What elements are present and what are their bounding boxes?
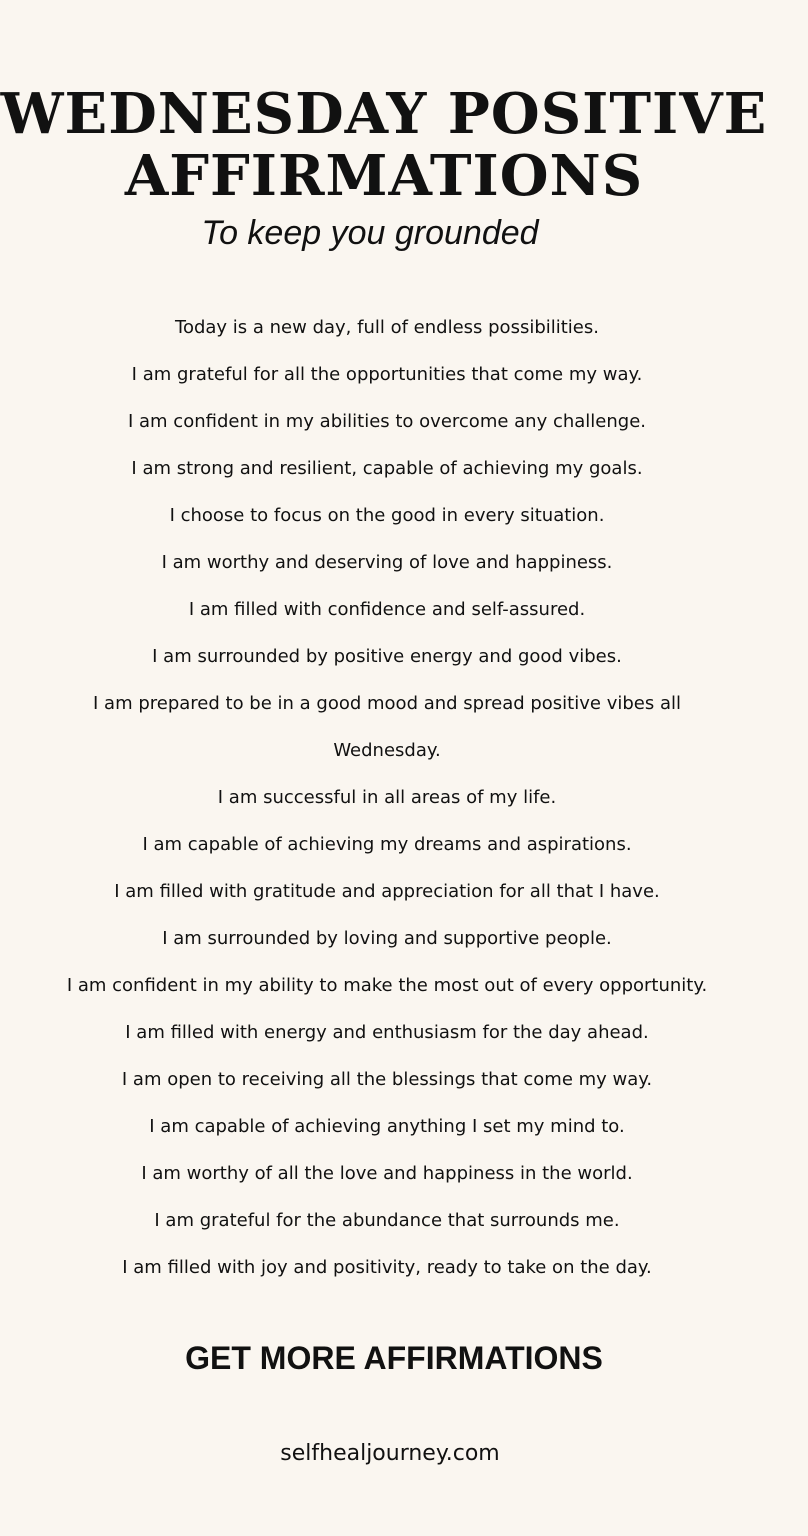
affirmations-list — [40, 304, 734, 1291]
affirmation-item: I am capable of achieving my dreams and aspirations. — [142, 834, 632, 855]
page-title-line-2: AFFIRMATIONS — [124, 143, 644, 209]
affirmation-item: I am worthy and deserving of love and happiness. — [161, 552, 613, 573]
affirmation-item: I am successful in all areas of my life. — [217, 787, 557, 808]
affirmation-item: I am grateful for the abundance that surrounds me. — [154, 1210, 620, 1231]
get-more-affirmations-link[interactable]: GET MORE AFFIRMATIONS — [185, 1340, 603, 1376]
affirmation-item: I am surrounded by positive energy and good vibes. — [152, 646, 622, 667]
affirmation-item: Today is a new day, full of endless possibilities. — [175, 317, 599, 338]
page-subtitle: To keep you grounded — [201, 214, 539, 252]
affirmation-item: I am prepared to be in a good mood and spread positive vibes all Wednesday. — [93, 693, 681, 761]
affirmation-item: I am filled with confidence and self-assured. — [188, 599, 586, 620]
affirmation-item: I am strong and resilient, capable of achieving my goals. — [131, 458, 643, 479]
affirmation-item: I am worthy of all the love and happiness in the world. — [141, 1163, 633, 1184]
affirmation-item: I am filled with gratitude and appreciation for all that I have. — [114, 881, 660, 902]
affirmation-item: I am confident in my ability to make the most out of every opportunity. — [66, 975, 708, 996]
affirmation-item: I choose to focus on the good in every situation. — [169, 505, 605, 526]
page-title-line-1: WEDNESDAY POSITIVE — [0, 81, 768, 147]
affirmation-item: I am confident in my abilities to overcome any challenge. — [127, 411, 647, 432]
website-link[interactable]: selfhealjourney.com — [280, 1441, 500, 1466]
affirmation-item: I am grateful for all the opportunities that come my way. — [131, 364, 643, 385]
affirmation-item: I am open to receiving all the blessings that come my way. — [121, 1069, 653, 1090]
affirmation-item: I am surrounded by loving and supportive people. — [162, 928, 612, 949]
affirmation-item: I am capable of achieving anything I set my mind to. — [149, 1116, 625, 1137]
affirmation-item: I am filled with joy and positivity, ready to take on the day. — [122, 1257, 652, 1278]
affirmation-item: I am filled with energy and enthusiasm for the day ahead. — [125, 1022, 649, 1043]
